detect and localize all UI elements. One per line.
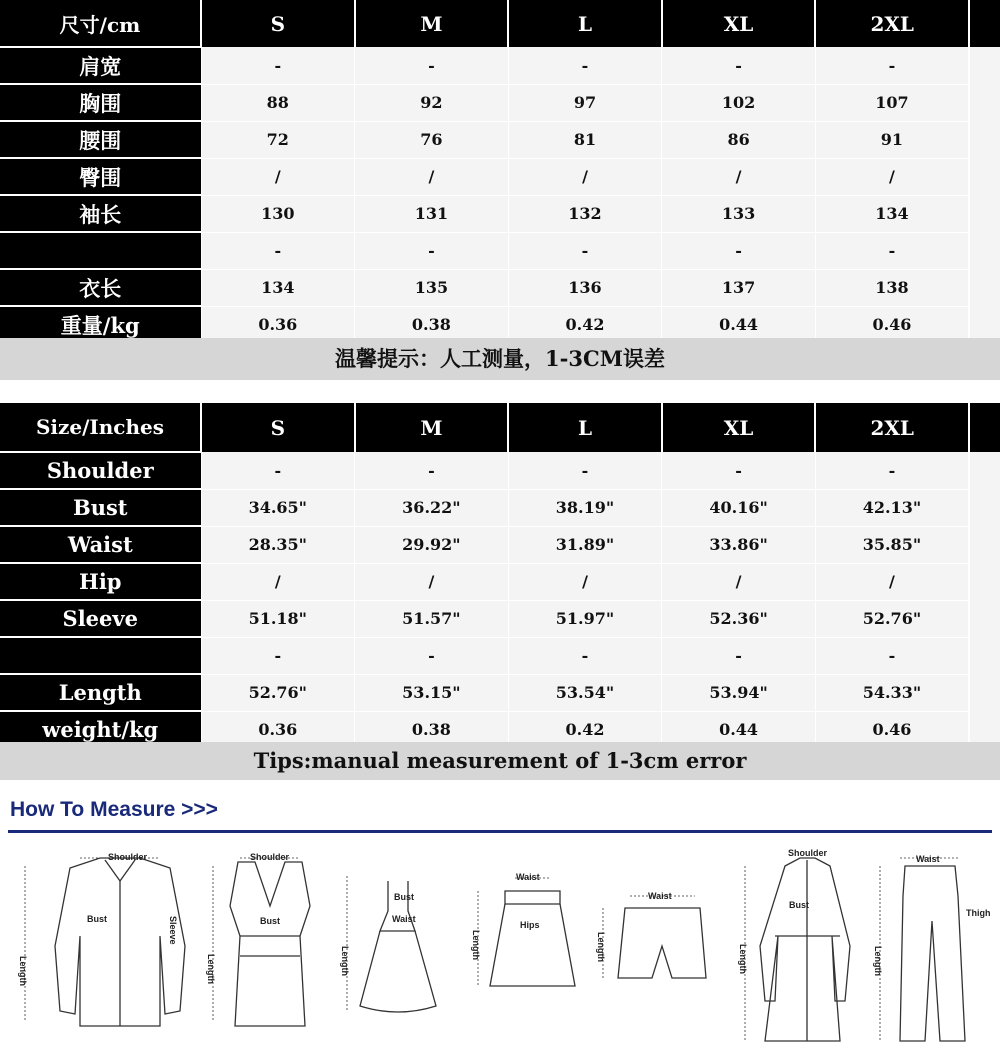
table-cell: 52.76" — [815, 600, 969, 637]
hips-label: Hips — [520, 920, 540, 930]
vest-illustration — [230, 862, 310, 1026]
table-cell: 136 — [508, 269, 662, 306]
size-header: XL — [662, 0, 816, 47]
table-row — [0, 526, 1000, 563]
size-header: S — [201, 0, 355, 47]
edge-cell — [969, 403, 1000, 452]
bust-label: Bust — [87, 914, 107, 924]
row-label: Sleeve — [0, 600, 201, 637]
edge-cell — [969, 47, 1000, 84]
size-header: S — [201, 403, 355, 452]
table-cell: / — [662, 158, 816, 195]
table-row — [0, 47, 1000, 84]
table-row — [0, 232, 1000, 269]
length-label: Length — [340, 946, 350, 976]
blouse-illustration — [55, 858, 185, 1026]
table-cell: 33.86" — [662, 526, 816, 563]
table-cell: 53.54" — [508, 674, 662, 711]
edge-cell — [969, 563, 1000, 600]
table-cell: - — [662, 637, 816, 674]
waist-label: Waist — [648, 891, 672, 901]
size-header: 2XL — [815, 0, 969, 47]
table-cell: 31.89" — [508, 526, 662, 563]
table-header-row — [0, 0, 1000, 47]
table-cell: 132 — [508, 195, 662, 232]
row-label: Hip — [0, 563, 201, 600]
header-label: Size/Inches — [0, 403, 201, 452]
size-header: L — [508, 403, 662, 452]
table-cell: 0.44 — [662, 306, 816, 343]
edge-cell — [969, 526, 1000, 563]
size-header: XL — [662, 403, 816, 452]
table-cell: 134 — [815, 195, 969, 232]
edge-cell — [969, 452, 1000, 489]
edge-cell — [969, 121, 1000, 158]
table-cell: 91 — [815, 121, 969, 158]
table-cell: 0.38 — [355, 306, 509, 343]
length-label: Length — [18, 956, 28, 986]
size-header: L — [508, 0, 662, 47]
table-cell: / — [201, 158, 355, 195]
table-cell: - — [815, 637, 969, 674]
edge-cell — [969, 232, 1000, 269]
table-cell: 92 — [355, 84, 509, 121]
table-cell: - — [201, 232, 355, 269]
table-row — [0, 84, 1000, 121]
table-cell: 81 — [508, 121, 662, 158]
size-header: M — [355, 0, 509, 47]
table-cell: - — [662, 452, 816, 489]
table-cell: / — [662, 563, 816, 600]
table-cell: / — [355, 158, 509, 195]
table-cell: - — [355, 452, 509, 489]
header-label: 尺寸/cm — [0, 0, 201, 47]
table-cell: 133 — [662, 195, 816, 232]
edge-cell — [969, 674, 1000, 711]
table-header-row — [0, 403, 1000, 452]
table-cell: 53.15" — [355, 674, 509, 711]
size-table-cm — [0, 0, 1000, 344]
table-cell: 72 — [201, 121, 355, 158]
table-cell: 0.36 — [201, 306, 355, 343]
how-to-measure-title: How To Measure >>> — [10, 798, 218, 821]
table-cell: - — [508, 637, 662, 674]
table-row — [0, 637, 1000, 674]
bust-label: Bust — [789, 900, 809, 910]
table-row — [0, 674, 1000, 711]
table-row — [0, 600, 1000, 637]
row-label: 胸围 — [0, 84, 201, 121]
row-label: Length — [0, 674, 201, 711]
table-row — [0, 452, 1000, 489]
row-label: weight/kg — [0, 711, 201, 748]
table-cell: / — [201, 563, 355, 600]
table-cell: 131 — [355, 195, 509, 232]
table-cell: 0.46 — [815, 306, 969, 343]
edge-cell — [969, 0, 1000, 47]
table-cell: 88 — [201, 84, 355, 121]
table-cell: - — [815, 47, 969, 84]
table-cell: - — [508, 232, 662, 269]
table-cell: 134 — [201, 269, 355, 306]
table-cell: 135 — [355, 269, 509, 306]
table-row — [0, 121, 1000, 158]
tips-en: Tips:manual measurement of 1-3cm error — [0, 742, 1000, 780]
edge-cell — [969, 195, 1000, 232]
table-row — [0, 158, 1000, 195]
shoulder-label: Shoulder — [250, 852, 290, 862]
table-cell: / — [508, 158, 662, 195]
table-cell: - — [355, 232, 509, 269]
table-cell: 0.42 — [508, 711, 662, 748]
measurement-illustrations — [0, 836, 1000, 1052]
length-label: Length — [738, 944, 748, 974]
table-row — [0, 269, 1000, 306]
row-label: Shoulder — [0, 452, 201, 489]
table-cell: - — [201, 47, 355, 84]
table-cell: 34.65" — [201, 489, 355, 526]
bust-label: Bust — [394, 892, 414, 902]
table-cell: / — [355, 563, 509, 600]
edge-cell — [969, 158, 1000, 195]
row-label — [0, 232, 201, 269]
row-label: 衣长 — [0, 269, 201, 306]
table-cell: 86 — [662, 121, 816, 158]
tips-cn: 温馨提示：人工测量，1-3CM误差 — [0, 338, 1000, 380]
row-label — [0, 637, 201, 674]
table-cell: - — [815, 452, 969, 489]
table-cell: - — [815, 232, 969, 269]
size-header: 2XL — [815, 403, 969, 452]
trousers-illustration — [900, 866, 965, 1041]
waist-label: Waist — [516, 872, 540, 882]
skirt-illustration — [490, 891, 575, 986]
table-cell: 38.19" — [508, 489, 662, 526]
table-row — [0, 563, 1000, 600]
table-cell: 52.36" — [662, 600, 816, 637]
shorts-illustration — [618, 908, 706, 978]
table-cell: 29.92" — [355, 526, 509, 563]
table-cell: 52.76" — [201, 674, 355, 711]
table-cell: 35.85" — [815, 526, 969, 563]
table-cell: - — [662, 232, 816, 269]
bust-label: Bust — [260, 916, 280, 926]
waist-label: Waist — [392, 914, 416, 924]
waist-label: Waist — [916, 854, 940, 864]
row-label: 肩宽 — [0, 47, 201, 84]
table-cell: 51.18" — [201, 600, 355, 637]
table-cell: 36.22" — [355, 489, 509, 526]
table-cell: 130 — [201, 195, 355, 232]
row-label: 腰围 — [0, 121, 201, 158]
thigh-label: Thigh — [966, 908, 991, 918]
table-cell: 107 — [815, 84, 969, 121]
table-cell: - — [201, 637, 355, 674]
table-cell: 28.35" — [201, 526, 355, 563]
row-label: 重量/kg — [0, 306, 201, 343]
table-cell: 51.97" — [508, 600, 662, 637]
table-cell: 138 — [815, 269, 969, 306]
table-cell: 51.57" — [355, 600, 509, 637]
table-row — [0, 195, 1000, 232]
shoulder-label: Shoulder — [788, 848, 828, 858]
shoulder-label: Shoulder — [108, 852, 148, 862]
table-cell: 76 — [355, 121, 509, 158]
divider — [8, 830, 992, 833]
table-cell: 42.13" — [815, 489, 969, 526]
table-cell: - — [355, 47, 509, 84]
table-cell: 97 — [508, 84, 662, 121]
edge-cell — [969, 489, 1000, 526]
table-cell: 0.36 — [201, 711, 355, 748]
table-cell: 102 — [662, 84, 816, 121]
length-label: Length — [471, 930, 481, 960]
length-label: Length — [206, 954, 216, 984]
length-label: Length — [596, 932, 606, 962]
table-cell: / — [815, 158, 969, 195]
size-header: M — [355, 403, 509, 452]
table-cell: 0.44 — [662, 711, 816, 748]
table-cell: 40.16" — [662, 489, 816, 526]
table-cell: - — [355, 637, 509, 674]
table-cell: - — [508, 452, 662, 489]
table-cell: 53.94" — [662, 674, 816, 711]
edge-cell — [969, 637, 1000, 674]
table-cell: - — [508, 47, 662, 84]
size-table-inches — [0, 403, 1000, 749]
edge-cell — [969, 84, 1000, 121]
length-label: Length — [873, 946, 883, 976]
row-label: Waist — [0, 526, 201, 563]
table-cell: - — [662, 47, 816, 84]
table-cell: / — [815, 563, 969, 600]
table-cell: 0.42 — [508, 306, 662, 343]
table-cell: 54.33" — [815, 674, 969, 711]
row-label: Bust — [0, 489, 201, 526]
row-label: 臀围 — [0, 158, 201, 195]
table-cell: / — [508, 563, 662, 600]
edge-cell — [969, 600, 1000, 637]
table-cell: 0.46 — [815, 711, 969, 748]
table-cell: 137 — [662, 269, 816, 306]
table-cell: 0.38 — [355, 711, 509, 748]
edge-cell — [969, 269, 1000, 306]
sleeve-label: Sleeve — [168, 916, 178, 945]
row-label: 袖长 — [0, 195, 201, 232]
coat-illustration — [760, 858, 850, 1041]
table-row — [0, 489, 1000, 526]
table-cell: - — [201, 452, 355, 489]
